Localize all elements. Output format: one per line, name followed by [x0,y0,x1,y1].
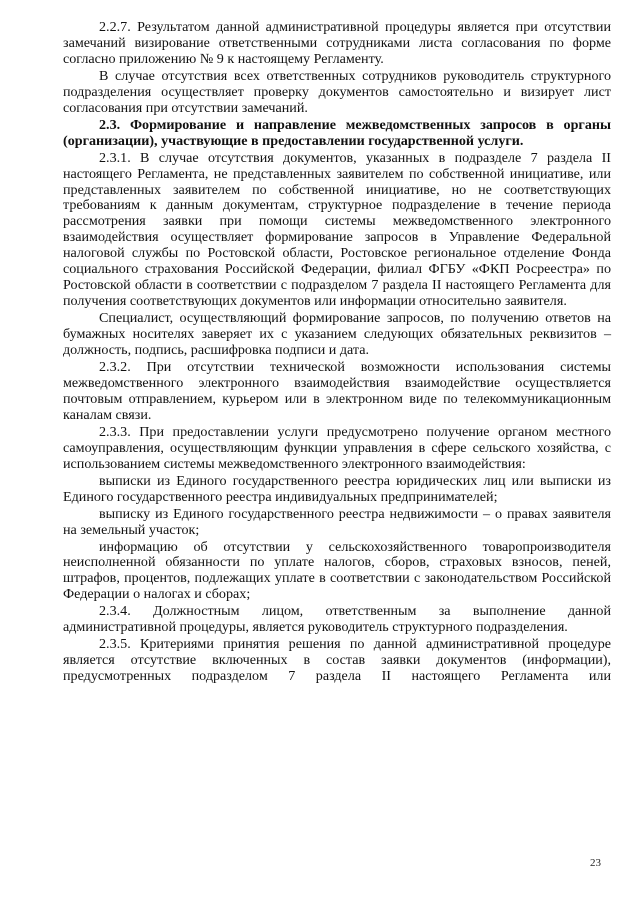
paragraph-absence-of-staff: В случае отсутствия всех ответственных сотрудников руководитель структурного подразделения осуществляет проверку документов самостоятельно и визирует лист согласования при отсутствии замечаний. [63,67,611,116]
paragraph-2-3-2: 2.3.2. При отсутствии технической возможности использования системы межведомственного электронного взаимодействия взаимодействие осуществляется почтовым отправлением, курьером или в электронном виде по телекоммуникационным каналам связи. [63,359,611,423]
document-page [63,20,611,686]
paragraph-specialist-requests: Специалист, осуществляющий формирование запросов, по получению ответов на бумажных носителях заверяет их с указанием следующих обязательных реквизитов – должность, подпись, расшифровка подписи и дата. [63,310,611,359]
paragraph-tax-debt-info: информацию об отсутствии у сельскохозяйственного товаропроизводителя неисполненной обязанности по уплате налогов, сборов, страховых взносов, пеней, штрафов, процентов, подлежащих уплате в соответствии с законодательством Российской Федерации о налогах и сборах; [63,538,611,603]
page-number: 23 [590,857,601,869]
paragraph-egrul-egrip-extract: выписки из Единого государственного реестра юридических лиц или выписки из Единого государственного реестра индивидуальных предпринимателей; [63,472,611,505]
paragraph-2-3-3: 2.3.3. При предоставлении услуги предусмотрено получение органом местного самоуправления, осуществляющим функции управления в сфере сельского хозяйства, с использованием системы межведомственного электронного взаимодействия: [63,423,611,472]
paragraph-egrn-extract: выписку из Единого государственного реестра недвижимости – о правах заявителя на земельный участок; [63,505,611,538]
paragraph-2-2-7: 2.2.7. Результатом данной административной процедуры является при отсутствии замечаний визирование ответственными сотрудниками листа согласования по форме согласно приложению № 9 к настоящему Регламенту. [63,19,611,67]
paragraph-2-3-4: 2.3.4. Должностным лицом, ответственным за выполнение данной административной процедуры, является руководитель структурного подразделения. [63,603,611,636]
paragraph-2-3-1: 2.3.1. В случае отсутствия документов, указанных в подразделе 7 раздела II настоящего Регламента, не представленных заявителем по собственной инициативе, или представленных заявителем по собственной инициативе, но не соответствующих требованиям к данным документам, структурное подразделение в течение периода рассмотрения заявки при помощи системы межведомственного электронного взаимодействия осуществляет формирование запросов в Управление Федеральной налоговой службы по Ростовской области, Ростовское региональное отделение Фонда социального страхования Российской Федерации, филиал ФГБУ «ФКП Росреестра» по Ростовской области в соответствии с подразделом 7 раздела II настоящего Регламента для получения соответствующих документов или информации относительно заявителя. [63,149,611,310]
section-heading-2-3: 2.3. Формирование и направление межведомственных запросов в органы (организации), участвующие в предоставлении государственной услуги. [63,116,611,149]
paragraph-2-3-5: 2.3.5. Критериями принятия решения по данной административной процедуре является отсутствие включенных в состав заявки документов (информации), предусмотренных подразделом 7 раздела II настоящего Регламента или [63,636,611,685]
